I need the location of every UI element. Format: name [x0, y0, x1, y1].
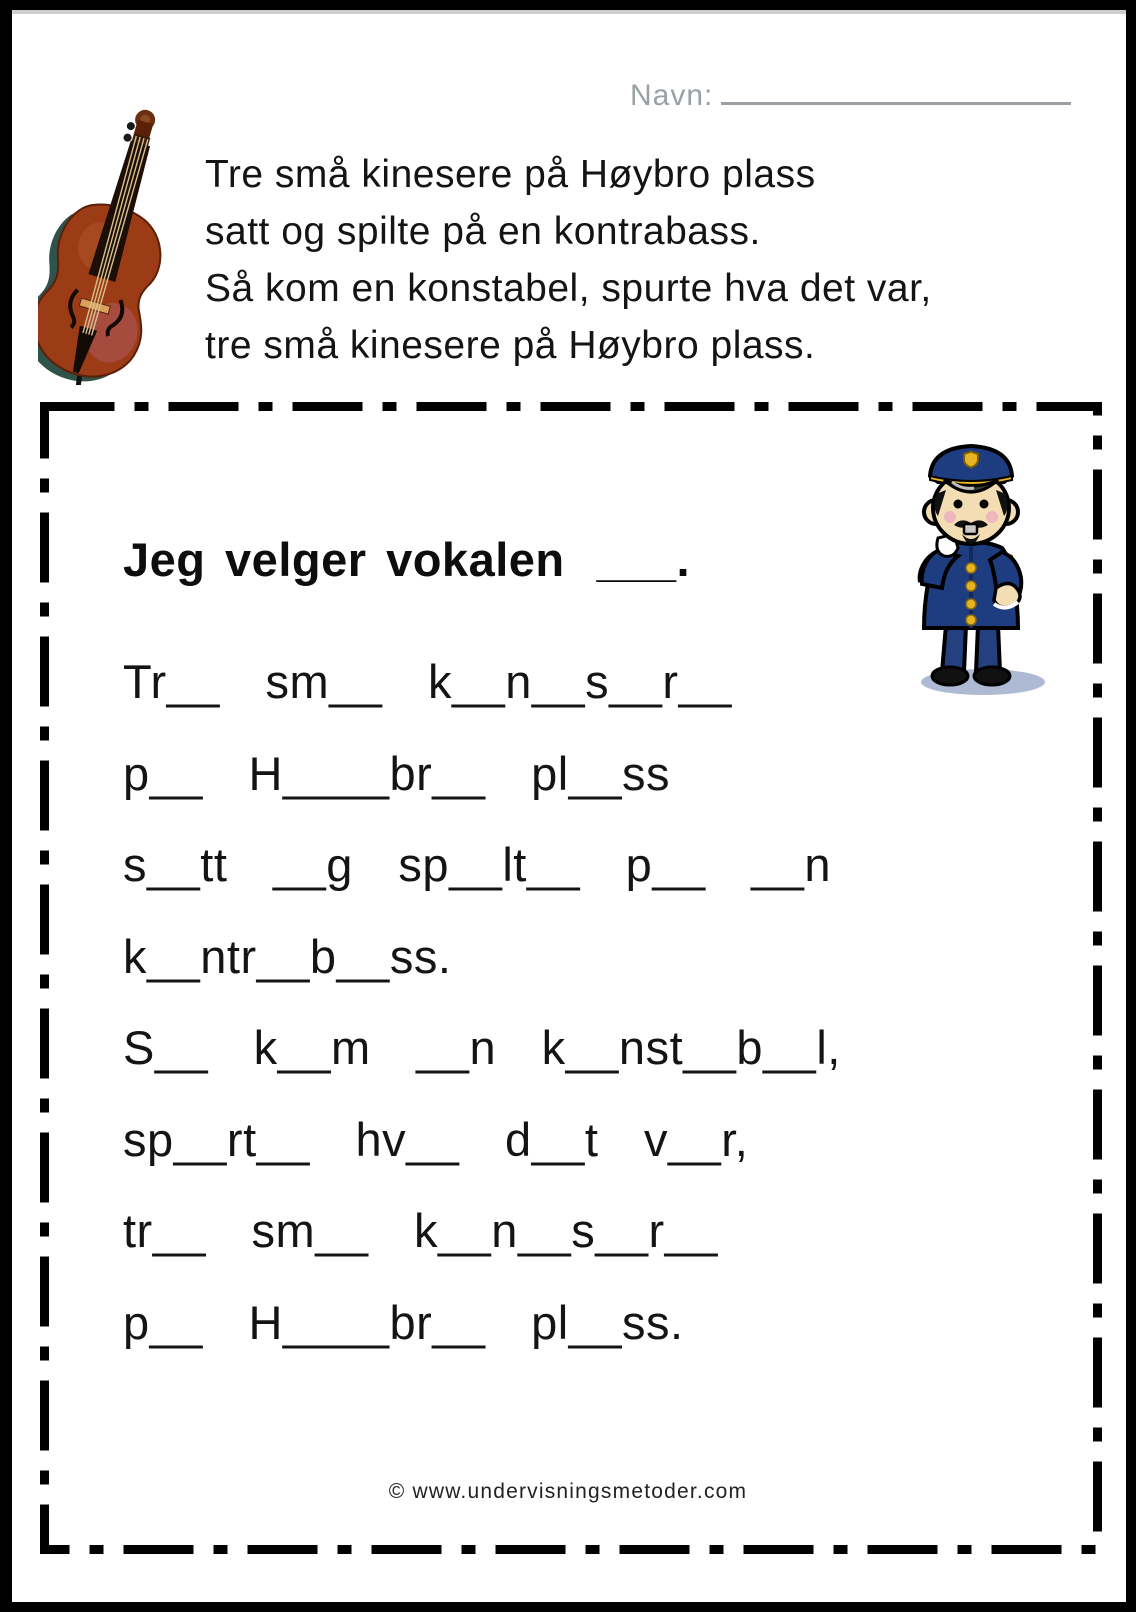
contrabass-icon: [38, 100, 188, 385]
activity-heading-text: Jeg velger vokalen: [123, 533, 565, 586]
name-blank-line: [721, 72, 1071, 105]
activity-heading: [123, 532, 690, 587]
fill-line: p__ H____br__ pl__ss.: [123, 1295, 684, 1349]
name-label: Navn:: [630, 79, 714, 112]
fill-line: p__ H____br__ pl__ss: [123, 746, 670, 800]
poem: [205, 146, 932, 374]
police-officer-icon: [878, 420, 1063, 705]
page-frame-bottom: [0, 1602, 1136, 1612]
page-frame-left: [0, 0, 12, 1612]
copyright-footer: © www.undervisningsmetoder.com: [388, 1480, 748, 1503]
fill-line: Tr__ sm__ k__n__s__r__: [123, 655, 732, 708]
fill-in-exercise: [123, 636, 841, 1368]
poem-line: Så kom en konstabel, spurte hva det var,: [205, 267, 932, 310]
page-frame-shadow: [0, 10, 1136, 14]
page-frame-top: [0, 0, 1136, 10]
page-frame-right: [1126, 0, 1136, 1612]
poem-line: satt og spilte på en kontrabass.: [205, 210, 761, 253]
name-field: [630, 72, 1071, 113]
poem-line: tre små kinesere på Høybro plass.: [205, 324, 816, 367]
vowel-blank: ___.: [596, 533, 691, 586]
fill-line: S__ k__m __n k__nst__b__l,: [123, 1021, 841, 1074]
fill-line: sp__rt__ hv__ d__t v__r,: [123, 1112, 749, 1166]
fill-line: s__tt __g sp__lt__ p__ __n: [123, 838, 832, 891]
poem-line: Tre små kinesere på Høybro plass: [205, 153, 816, 196]
fill-line: k__ntr__b__ss.: [123, 929, 452, 983]
fill-line: tr__ sm__ k__n__s__r__: [123, 1204, 718, 1257]
